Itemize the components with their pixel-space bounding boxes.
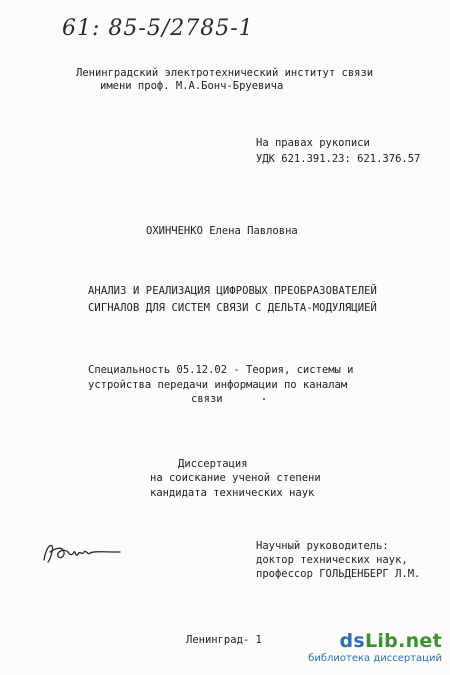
watermark (302, 630, 442, 665)
speck (263, 398, 265, 400)
archive-number: 61: 85-5/2785-1 (62, 16, 254, 41)
institution-line-2: имени проф. М.А.Бонч-Бруевича (100, 80, 284, 92)
author-name: ОХИНЧЕНКО Елена Павловна (146, 225, 298, 237)
specialty-line-2: устройства передачи информации по каналам (88, 379, 348, 391)
watermark-logo: dsLib.net (339, 630, 442, 652)
title-line-2: СИГНАЛОВ ДЛЯ СИСТЕМ СВЯЗИ С ДЕЛЬТА-МОДУЛЯЦИЕЙ (88, 302, 377, 314)
specialty-line-3: связи (191, 393, 223, 405)
degree-line-3: кандидата технических наук (150, 487, 315, 499)
place-year: Ленинград- 1 (186, 634, 262, 646)
degree-line-2: на соискание ученой степени (150, 472, 321, 484)
watermark-subtitle: библиотека диссертаций (308, 653, 442, 664)
supervisor-line-1: Научный руководитель: (256, 540, 389, 552)
signature-mark (40, 538, 130, 568)
supervisor-line-2: доктор технических наук, (256, 554, 408, 566)
title-line-1: АНАЛИЗ И РЕАЛИЗАЦИЯ ЦИФРОВЫХ ПРЕОБРАЗОВАТЕЛЕЙ (88, 285, 377, 297)
udk-code: УДК 621.391.23: 621.376.57 (256, 153, 421, 165)
supervisor-line-3: профессор ГОЛЬДЕНБЕРГ Л.М. (256, 568, 421, 580)
rights-label: На правах рукописи (256, 137, 370, 149)
specialty-line-1: Специальность 05.12.02 - Теория, системы и (88, 364, 354, 376)
institution-line-1: Ленинградский электротехнический институт связи (76, 67, 374, 79)
degree-line-1: Диссертация (178, 458, 248, 470)
